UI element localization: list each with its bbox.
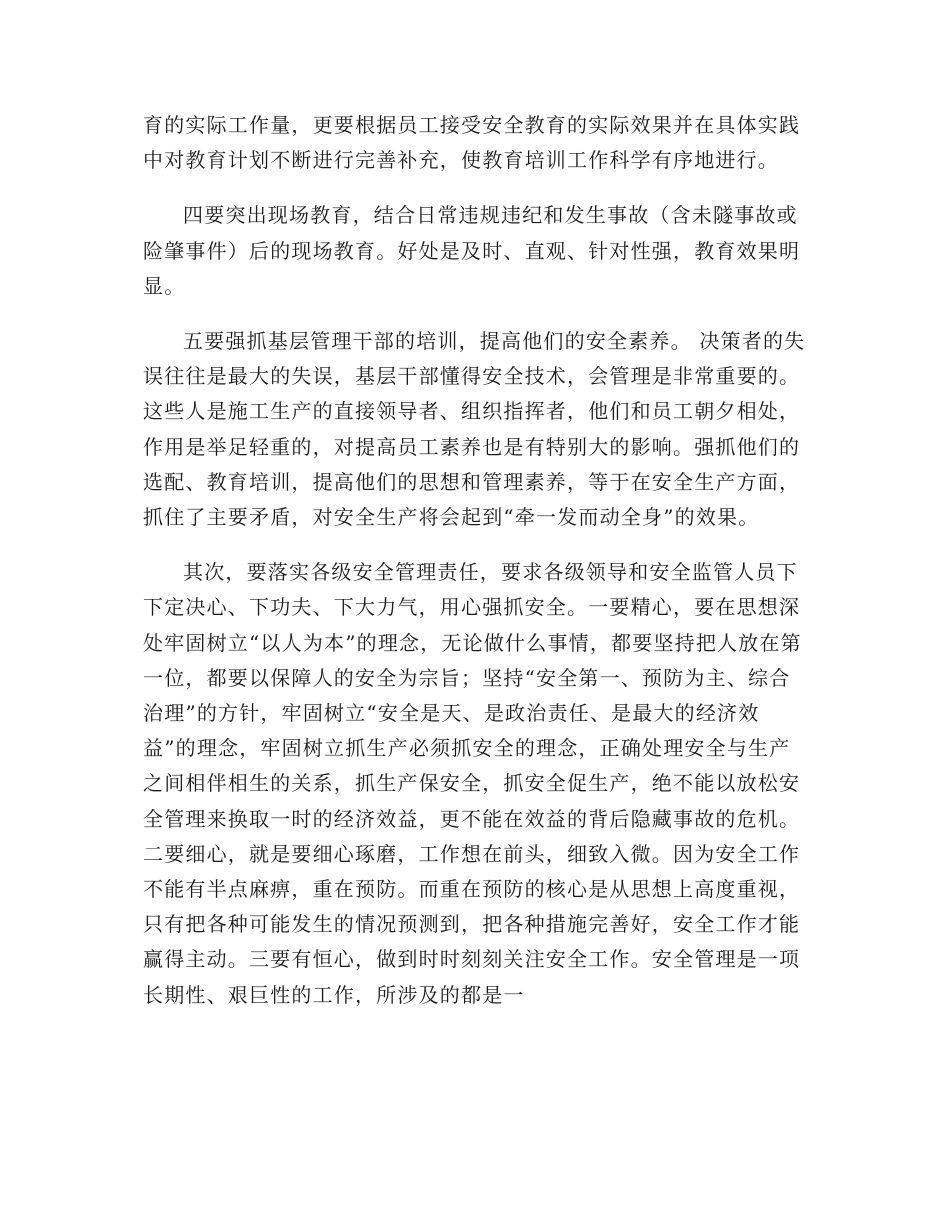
paragraph-1: 育的实际工作量，更要根据员工接受安全教育的实际效果并在具体实践中对教育计划不断进行完善补充，使教育培训工作科学有序地进行。: [143, 113, 801, 173]
paragraph-4: 其次，要落实各级安全管理责任，要求各级领导和安全监管人员下下定决心、下功夫、下大力气，用心强抓安全。一要精心，要在思想深处牢固树立“以人为本”的理念，无论做什么事情，都要坚持把人放在第一位，都要以保障人的安全为宗旨；坚持“安全第一、预防为主、综合治理”的方针，牢固树立“安全是天、是政治责任、是最大的经济效益”的理念，牢固树立抓生产必须抓安全的理念，正确处理安全与生产之间相伴相生的关系，抓生产保安全，抓安全促生产，绝不能以放松安全管理来换取一时的经济效益，更不能在效益的背后隐藏事故的危机。二要细心，就是要细心琢磨，工作想在前头，细致入微。因为安全工作不能有半点麻痹，重在预防。而重在预防的核心是从思想上高度重视，只有把各种可能发生的情况预测到，把各种措施完善好，安全工作才能赢得主动。三要有恒心，做到时时刻刻关注安全工作。安全管理是一项长期性、艰巨性的工作，所涉及的都是一: [143, 560, 802, 1007]
paragraph-2: 四要突出现场教育，结合日常违规违纪和发生事故（含未隧事故或险肇事件）后的现场教育。好处是及时、直观、针对性强，教育效果明显。: [143, 203, 801, 298]
paragraph-3: 五要强抓基层管理干部的培训，提高他们的安全素养。 决策者的失误往往是最大的失误，基层干部懂得安全技术，会管理是非常重要的。这些人是施工生产的直接领导者、组织指挥者，他们和员工朝夕相处，作用是举足轻重的，对提高员工素养也是有特别大的影响。强抓他们的选配、教育培训，提高他们的思想和管理素养，等于在安全生产方面，抓住了主要矛盾，对安全生产将会起到“牵一发而动全身”的效果。: [143, 329, 806, 530]
document-body: [143, 108, 807, 1033]
